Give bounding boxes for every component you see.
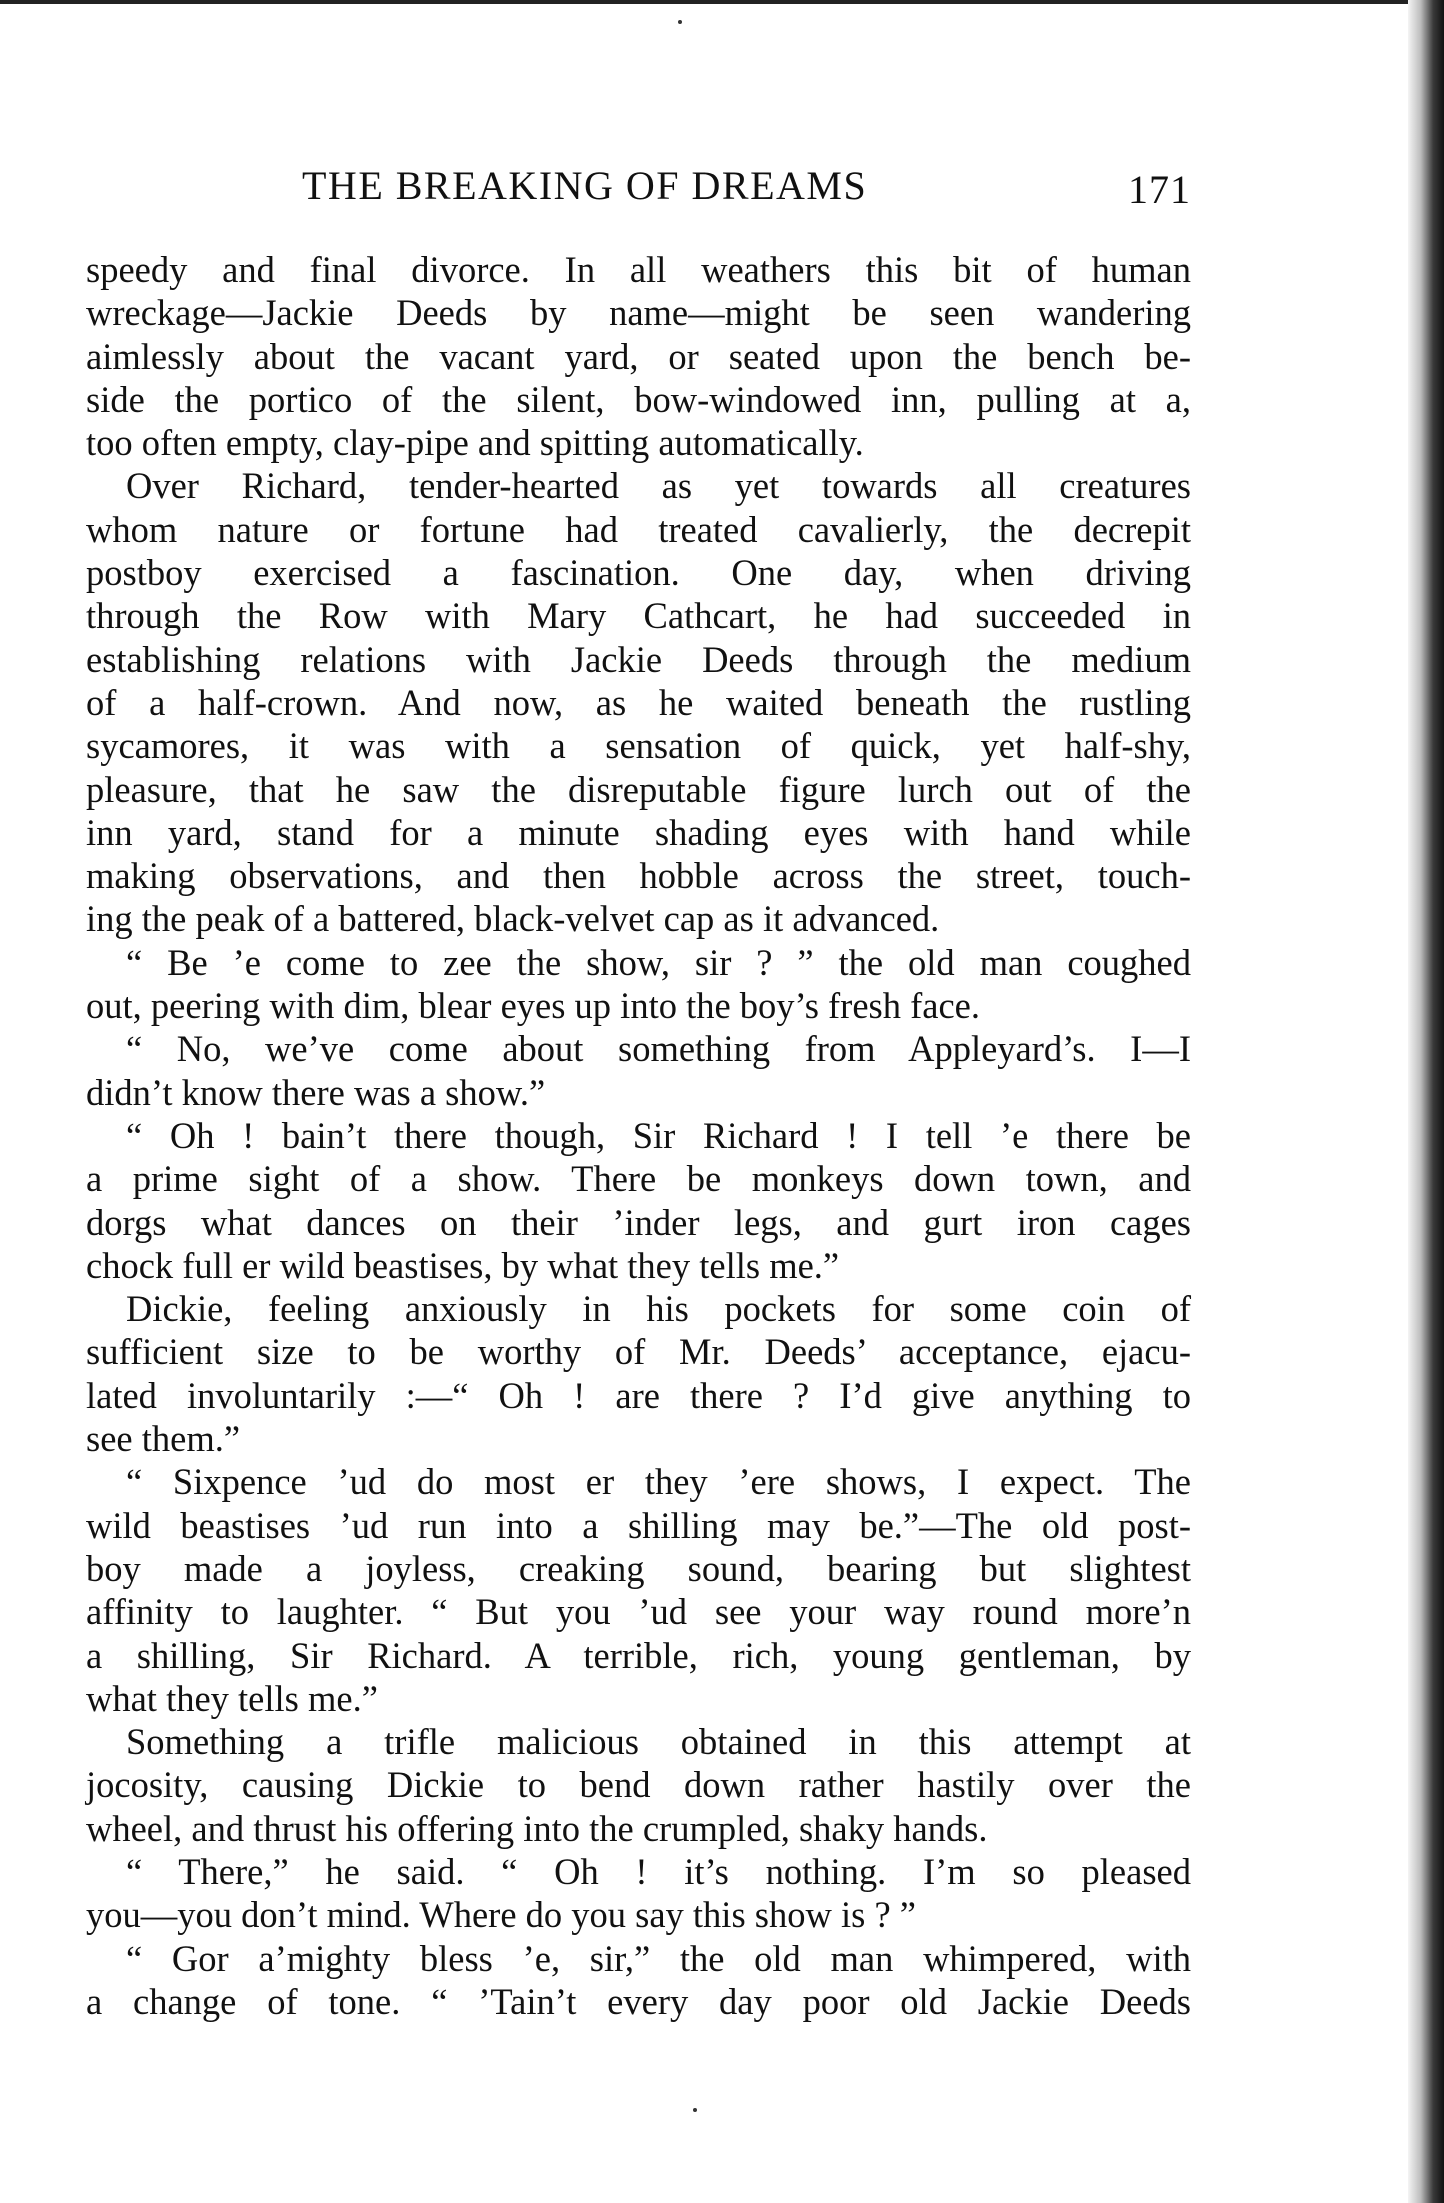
text-line: jocosity, causing Dickie to bend down rather hastily over the: [86, 1764, 1191, 1806]
text-line: “ Gor a’mighty bless ’e, sir,” the old man whimpered, with: [126, 1937, 1191, 1979]
text-line: dorgs what dances on their ’inder legs, and gurt iron cages: [86, 1201, 1191, 1243]
text-line: “ Sixpence ’ud do most er they ’ere shows, I expect. The: [126, 1461, 1191, 1503]
text-line: “ Be ’e come to zee the show, sir ? ” the old man coughed: [126, 941, 1191, 983]
text-line: out, peering with dim, blear eyes up into the boy’s fresh face.: [86, 985, 981, 1027]
text-line: wheel, and thrust his offering into the crumpled, shaky hands.: [86, 1807, 988, 1849]
binding-edge: [1408, 0, 1444, 2203]
text-line: a change of tone. “ ’Tain’t every day poor old Jackie Deeds: [86, 1980, 1191, 2022]
text-line: a prime sight of a show. There be monkeys down town, and: [86, 1158, 1191, 1200]
text-line: didn’t know there was a show.”: [86, 1071, 546, 1113]
text-line: “ There,” he said. “ Oh ! it’s nothing. I’m so pleased: [126, 1850, 1191, 1892]
top-scan-edge: [0, 0, 1420, 4]
text-line: you—you don’t mind. Where do you say this show is ? ”: [86, 1894, 916, 1936]
text-line: Over Richard, tender-hearted as yet towards all creatures: [126, 465, 1191, 507]
page-number: 171: [1128, 167, 1191, 212]
scan-speck: [678, 20, 682, 24]
text-line: “ No, we’ve come about something from Appleyard’s. I—I: [126, 1028, 1191, 1070]
text-line: see them.”: [86, 1418, 241, 1460]
text-line: wreckage—Jackie Deeds by name—might be seen wandering: [86, 292, 1191, 334]
text-line: Dickie, feeling anxiously in his pockets for some coin of: [126, 1288, 1191, 1330]
page-header: [86, 162, 1191, 212]
text-line: through the Row with Mary Cathcart, he had succeeded in: [86, 595, 1191, 637]
text-line: speedy and final divorce. In all weathers this bit of human: [86, 249, 1191, 290]
text-line: boy made a joyless, creaking sound, bearing but slightest: [86, 1547, 1191, 1589]
text-line: of a half-crown. And now, as he waited beneath the rustling: [86, 681, 1191, 723]
text-line: a shilling, Sir Richard. A terrible, rich, young gentleman, by: [86, 1634, 1191, 1676]
text-line: postboy exercised a fascination. One day, when driving: [86, 552, 1191, 594]
text-line: making observations, and then hobble across the street, touch-: [86, 855, 1191, 897]
text-line: lated involuntarily :—“ Oh ! are there ? I’d give anything to: [86, 1374, 1191, 1416]
text-line: inn yard, stand for a minute shading eyes with hand while: [86, 811, 1191, 853]
text-line: whom nature or fortune had treated cavalierly, the decrepit: [86, 508, 1191, 550]
text-line: ing the peak of a battered, black-velvet cap as it advanced.: [86, 898, 940, 940]
running-head: THE BREAKING OF DREAMS: [302, 163, 868, 208]
text-line: Something a trifle malicious obtained in this attempt at: [126, 1721, 1191, 1763]
text-line: what they tells me.”: [86, 1677, 378, 1719]
text-line: chock full er wild beastises, by what they tells me.”: [86, 1244, 840, 1286]
text-line: pleasure, that he saw the disreputable figure lurch out of the: [86, 768, 1191, 810]
text-line: side the portico of the silent, bow-windowed inn, pulling at a,: [86, 378, 1191, 420]
scan-speck: [693, 2108, 697, 2112]
text-line: aimlessly about the vacant yard, or seated upon the bench be-: [86, 335, 1191, 377]
text-line: wild beastises ’ud run into a shilling may be.”—The old post-: [86, 1504, 1191, 1546]
text-line: sycamores, it was with a sensation of quick, yet half-shy,: [86, 725, 1191, 767]
text-line: “ Oh ! bain’t there though, Sir Richard ! I tell ’e there be: [126, 1114, 1191, 1156]
text-line: affinity to laughter. “ But you ’ud see your way round more’n: [86, 1591, 1191, 1633]
body-text: [86, 248, 1191, 2023]
text-line: sufficient size to be worthy of Mr. Deeds’ acceptance, ejacu-: [86, 1331, 1191, 1373]
text-line: establishing relations with Jackie Deeds through the medium: [86, 638, 1191, 680]
text-line: too often empty, clay-pipe and spitting automatically.: [86, 422, 864, 464]
